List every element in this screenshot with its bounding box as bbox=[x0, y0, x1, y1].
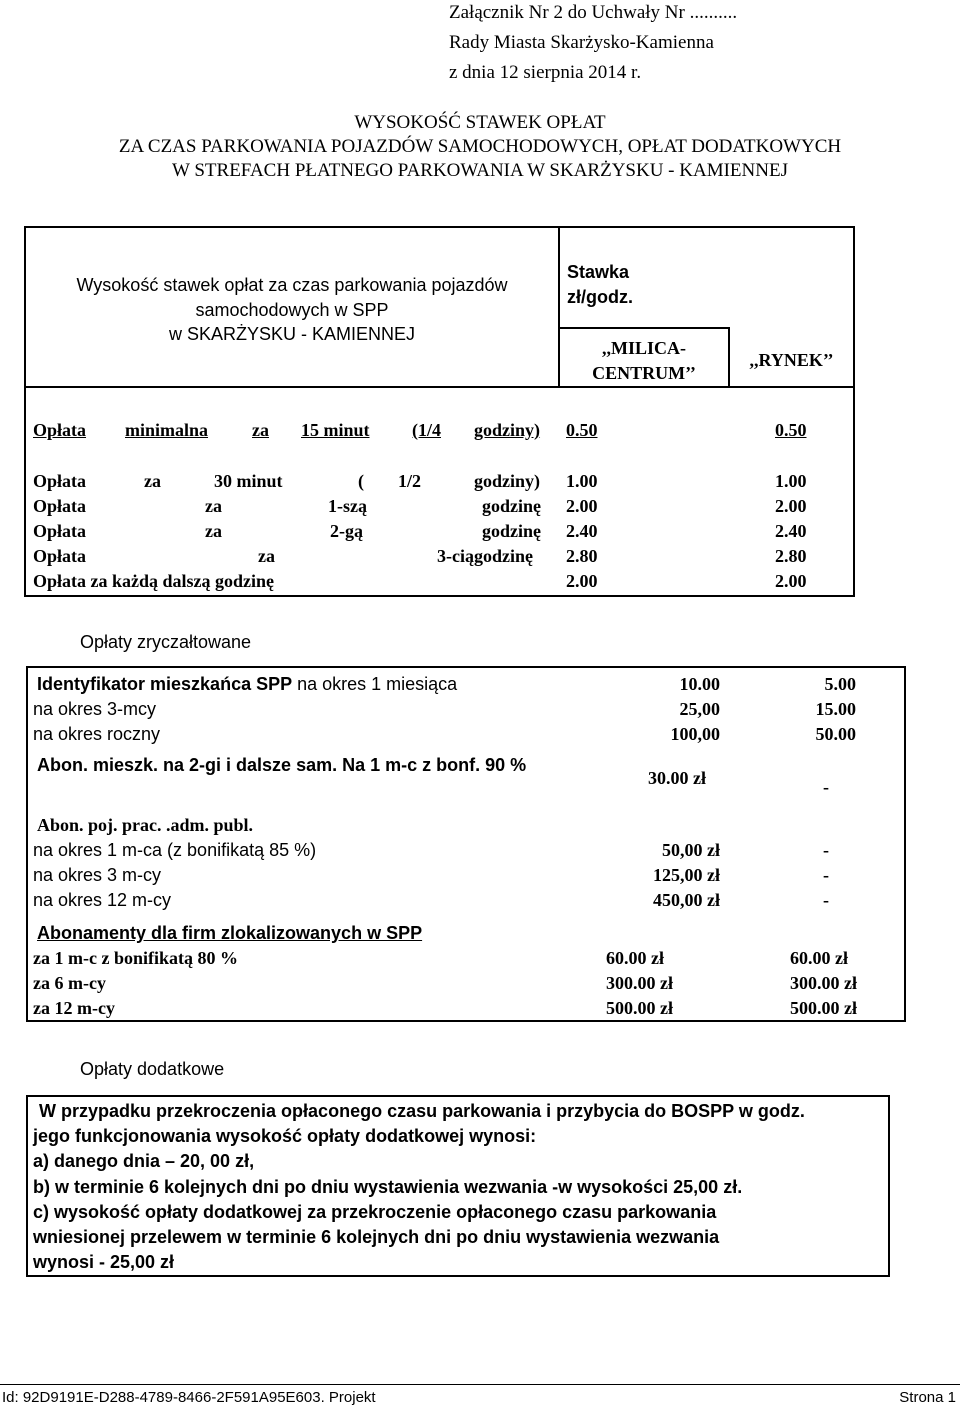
public-12m-v1: 450,00 zł bbox=[653, 890, 720, 910]
firms-6m-v2: 300.00 zł bbox=[790, 973, 857, 993]
resident-year-label: na okres roczny bbox=[33, 724, 161, 744]
firms-label: Abonamenty dla firm zlokalizowanych w SPP bbox=[37, 923, 423, 943]
additional-line-5: c) wysokość opłaty dodatkowej za przekroczenie opłaconego czasu parkowania bbox=[33, 1202, 717, 1222]
rates-desc-line3: w SKARŻYSKU - KAMIENNEJ bbox=[168, 324, 416, 344]
resident-extra-v2: - bbox=[823, 777, 829, 797]
public-12m-v2: - bbox=[823, 890, 829, 910]
resident-extra-label: Abon. mieszk. na 2-gi i dalsze sam. Na 1 m-c z bonf. 90 % bbox=[37, 755, 527, 775]
resolution-date: z dnia 12 sierpnia 2014 r. bbox=[449, 62, 642, 83]
additional-line-4: b) w terminie 6 kolejnych dni po dniu wystawienia wezwania -w wysokości 25,00 zł. bbox=[33, 1177, 743, 1197]
additional-line-1: W przypadku przekroczenia opłaconego czasu parkowania i przybycia do BOSPP w godz. bbox=[39, 1101, 805, 1121]
public-workers-label: Abon. poj. prac. .adm. publ. bbox=[37, 815, 254, 835]
public-1m-label: na okres 1 m-ca (z bonifikatą 85 %) bbox=[33, 840, 317, 860]
firms-1m-v1: 60.00 zł bbox=[606, 948, 664, 968]
flat-fees-title: Opłaty zryczałtowane bbox=[80, 632, 252, 652]
public-1m-v2: - bbox=[823, 840, 829, 860]
rate-unit: zł/godz. bbox=[567, 287, 633, 307]
resident-1m-v1: 10.00 bbox=[679, 674, 720, 694]
doc-title-line2: ZA CZAS PARKOWANIA POJAZDÓW SAMOCHODOWYCH, OPŁAT DODATKOWYCH bbox=[118, 136, 842, 157]
firms-1m-label: za 1 m-c z bonifikatą 80 % bbox=[33, 948, 238, 968]
resident-year-v1: 100,00 bbox=[670, 724, 720, 744]
zone-milica-centrum: ,,MILICA- bbox=[602, 338, 686, 358]
resident-3m-v2: 15.00 bbox=[815, 699, 856, 719]
resident-3m-label: na okres 3-mcy bbox=[33, 699, 157, 719]
resident-extra-v1: 30.00 zł bbox=[648, 768, 706, 788]
firms-12m-label: za 12 m-cy bbox=[33, 998, 115, 1018]
public-3m-v2: - bbox=[823, 865, 829, 885]
additional-fees-title: Opłaty dodatkowe bbox=[80, 1059, 225, 1079]
public-1m-v1: 50,00 zł bbox=[662, 840, 720, 860]
firms-1m-v2: 60.00 zł bbox=[790, 948, 848, 968]
doc-title-line3: W STREFACH PŁATNEGO PARKOWANIA W SKARŻYSKU - KAMIENNEJ bbox=[172, 160, 788, 181]
additional-line-2: jego funkcjonowania wysokość opłaty dodatkowej wynosi: bbox=[33, 1126, 537, 1146]
public-12m-label: na okres 12 m-cy bbox=[33, 890, 172, 910]
public-3m-v1: 125,00 zł bbox=[653, 865, 720, 885]
additional-line-3: a) danego dnia – 20, 00 zł, bbox=[33, 1151, 255, 1171]
council-name: Rady Miasta Skarżysko-Kamienna bbox=[449, 32, 714, 53]
zone-milica-centrum-2: CENTRUM’’ bbox=[592, 363, 696, 383]
resident-3m-v1: 25,00 bbox=[679, 699, 720, 719]
footer-rule bbox=[0, 1384, 960, 1385]
firms-12m-v1: 500.00 zł bbox=[606, 998, 673, 1018]
resident-1m-v2: 5.00 bbox=[824, 674, 856, 694]
additional-line-7: wynosi - 25,00 zł bbox=[33, 1252, 175, 1272]
footer-page: Strona 1 bbox=[899, 1389, 956, 1406]
resident-id-row: Identyfikator mieszkańca SPP na okres 1 miesiąca bbox=[37, 674, 458, 694]
firms-6m-label: za 6 m-cy bbox=[33, 973, 106, 993]
resident-year-v2: 50.00 bbox=[815, 724, 856, 744]
rates-desc-line1: Wysokość stawek opłat za czas parkowania pojazdów bbox=[76, 275, 508, 295]
zone-rynek: ,,RYNEK’’ bbox=[749, 350, 834, 370]
rate-header: Stawka bbox=[567, 262, 630, 282]
public-3m-label: na okres 3 m-cy bbox=[33, 865, 162, 885]
firms-6m-v1: 300.00 zł bbox=[606, 973, 673, 993]
rates-desc-line2: samochodowych w SPP bbox=[195, 300, 389, 320]
firms-12m-v2: 500.00 zł bbox=[790, 998, 857, 1018]
attachment-number: Załącznik Nr 2 do Uchwały Nr .......... bbox=[449, 2, 738, 23]
additional-line-6: wniesionej przelewem w terminie 6 kolejnych dni po dniu wystawienia wezwania bbox=[33, 1227, 720, 1247]
doc-title-line1: WYSOKOŚĆ STAWEK OPŁAT bbox=[354, 112, 606, 133]
footer-id: Id: 92D9191E-D288-4789-8466-2F591A95E603. Projekt bbox=[2, 1389, 376, 1406]
